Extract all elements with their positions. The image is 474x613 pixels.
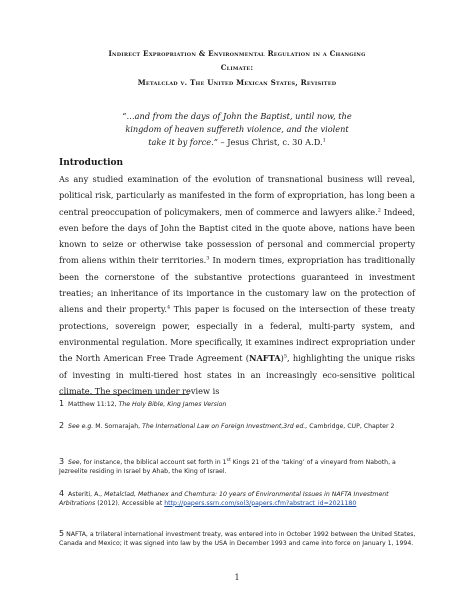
- epigraph: [100, 110, 374, 149]
- footnote-text: Matthew 11:12,: [66, 401, 119, 408]
- epigraph-quote-line-3: take it by force.”: [148, 137, 218, 147]
- epigraph-quote-line-1: “…and from the days of John the Baptist, until now, the: [122, 111, 352, 121]
- title-line-1: Indirect Expropriation & Environmental Regulation in a Changing: [108, 49, 366, 58]
- footnote-see-eg: See e.g.: [66, 423, 94, 430]
- footnote-title: The International Law on Foreign Investment,3rd ed.,: [142, 423, 308, 430]
- body-sentence-4b: ): [280, 353, 284, 364]
- footnote-text: , for instance, the biblical account set forth in 1: [79, 459, 227, 467]
- body-text: [59, 171, 415, 399]
- footnote-ref-3[interactable]: 3: [206, 255, 210, 262]
- footnote-ref-1[interactable]: 1: [322, 137, 326, 144]
- footnote-ordinal: st: [226, 458, 231, 463]
- footnote-ref-2[interactable]: 2: [377, 206, 381, 213]
- footnote-text: Cambridge, CUP, Chapter 2: [307, 423, 395, 430]
- footnote-5: [59, 530, 419, 548]
- footnote-number: 4: [59, 489, 65, 498]
- footnote-2: [59, 422, 419, 432]
- footnote-separator: [59, 394, 189, 395]
- footnote-author: Asteriti, A.,: [66, 491, 105, 498]
- footnote-link[interactable]: http://papers.ssrn.com/sol3/papers.cfm?abstract_id=2021180: [164, 499, 357, 507]
- footnote-text: NAFTA, a trilateral international investment treaty, was entered into in October 1992 between the United States, Canada and Mexico; it was signed into law by the USA in December 1993 and came into force on January 1, 1994.: [59, 531, 416, 547]
- footnote-number: 2: [59, 421, 65, 430]
- title-line-3: Metalclad v. The United Mexican States, Revisited: [137, 78, 337, 87]
- footnote-1: [59, 400, 419, 410]
- footnote-ref-4[interactable]: 4: [167, 304, 171, 311]
- epigraph-quote-line-2: kingdom of heaven suffereth violence, and the violent: [125, 124, 349, 134]
- footnote-title: Metalclad, Methanex and Chemtura: 10 years of Environmental Issues in NAFTA Investment Arbitrations: [59, 491, 389, 507]
- footnote-ref-5[interactable]: 5: [283, 353, 288, 360]
- footnote-number: 3: [59, 457, 65, 467]
- nafta-abbreviation: NAFTA: [248, 353, 281, 364]
- footnote-author: M. Sornarajah,: [93, 423, 143, 430]
- footnote-title: The Holy Bible, King James Version: [118, 401, 227, 408]
- footnote-number: 1: [59, 399, 65, 408]
- body-sentence-5: , highlighting the unique risks of investing in multi-tiered host states in an increasingly eco-sensitive political climate. The specimen under review is: [59, 353, 415, 396]
- footnote-text: (2012). Accessible at: [95, 499, 165, 507]
- footnote-number: 5: [59, 529, 65, 538]
- body-sentence-4: This paper is focused on the intersection of these treaty protections, sovereign power, especially in a federal, multi-party system, and environmental regulation. More specifically, it examines indirect expropriation under the North American Free Trade Agreement (: [59, 304, 416, 364]
- page-number: 1: [234, 573, 240, 582]
- footnote-text-cont: Kings 21 of the ‘taking’ of a vineyard from Naboth, a Jezreelite residing in Israel by Ahab, the King of Israel.: [59, 459, 396, 475]
- body-sentence-1: As any studied examination of the evolution of transnational business will reveal, political risk, particularly as manifested in the form of expropriation, has long been a central preoccupation of policymakers, men of commerce and lawyers alike.: [59, 174, 415, 217]
- body-sentence-2: Indeed, even before the days of John the Baptist cited in the quote above, nations have been known to seize or otherwise take possession of personal and commercial property from aliens within their territories.: [59, 206, 416, 266]
- section-heading: Introduction: [59, 158, 124, 168]
- footnote-4: [59, 490, 419, 508]
- title-line-2: Climate:: [220, 63, 254, 72]
- body-sentence-3: In modern times, expropriation has traditionally been the cornerstone of the substantive protections guaranteed in investment treaties; an inheritance of its importance in the customary law on the protection of aliens and their property.: [59, 255, 415, 315]
- body-paragraph: [59, 171, 415, 399]
- footnote-see: See: [66, 459, 80, 467]
- epigraph-attribution: – Jesus Christ, c. 30 A.D.: [217, 137, 323, 147]
- footnote-3: [59, 457, 419, 476]
